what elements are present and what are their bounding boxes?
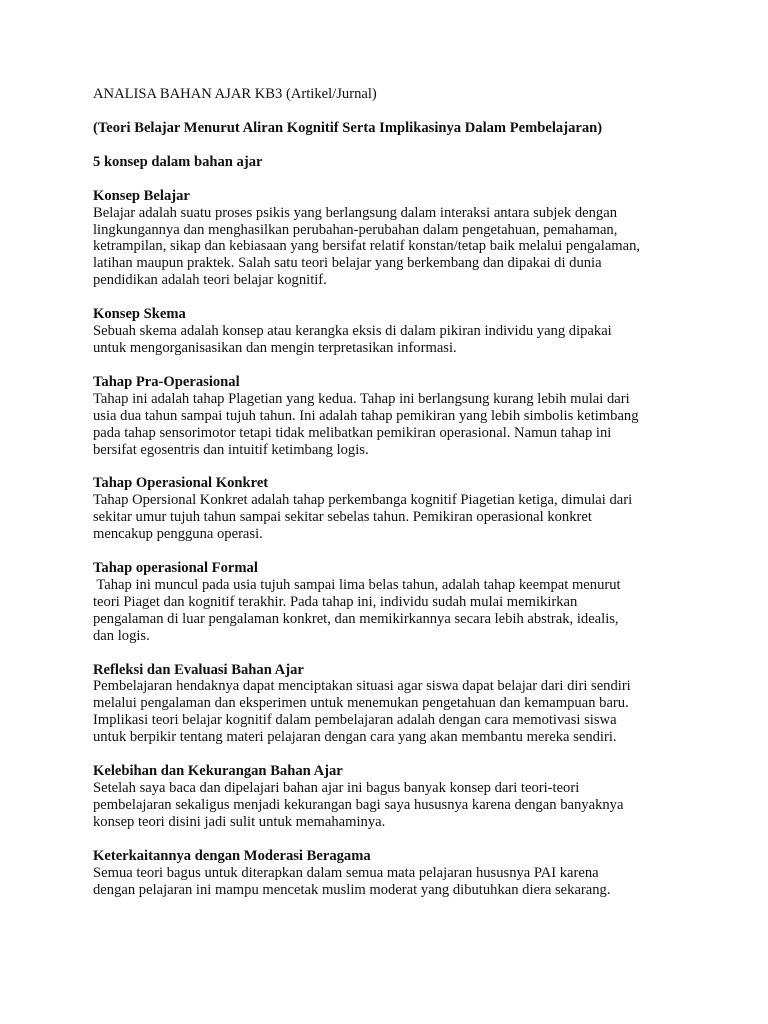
section-text-line: untuk mengorganisasikan dan mengin terpretasikan informasi. (93, 339, 457, 356)
document-section (93, 763, 693, 831)
section-text-line: latihan maupun praktek. Salah satu teori belajar yang berkembang dan dipakai di dunia (93, 255, 602, 272)
document-section (93, 188, 693, 289)
document-section (93, 560, 693, 645)
section-text-line: Sebuah skema adalah konsep atau kerangka eksis di dalam pikiran individu yang dipakai (93, 323, 612, 340)
document-page (93, 86, 693, 898)
section-text-line: pada tahap sensorimotor tetapi tidak melibatkan pemikiran operasional. Namun tahap ini (93, 424, 612, 441)
section-heading: Keterkaitannya dengan Moderasi Beragama (93, 847, 371, 864)
document-subtitle: (Teori Belajar Menurut Aliran Kognitif Serta Implikasinya Dalam Pembelajaran) (93, 119, 603, 136)
section-text-line: Setelah saya baca dan dipelajari bahan ajar ini bagus banyak konsep dari teori-teori (93, 780, 580, 796)
section-text-line: ketrampilan, sikap dan kebiasaan yang bersifat relatif konstan/tetap baik melalui pengalaman, (93, 238, 641, 255)
document-title: ANALISA BAHAN AJAR KB3 (Artikel/Jurnal) (93, 86, 377, 102)
section-text-line: pendidikan adalah teori belajar kognitif. (93, 272, 327, 289)
document-intro: 5 konsep dalam bahan ajar (93, 153, 263, 170)
document-section (93, 848, 693, 899)
section-text-line: Tahap Opersional Konkret adalah tahap perkembanga kognitif Piagetian ketiga, dimulai dari (93, 492, 633, 509)
document-section (93, 475, 693, 543)
section-text-line: sekitar umur tujuh tahun sampai sekitar sebelas tahun. Pemikiran operasional konkret (93, 509, 592, 526)
section-text-line: Implikasi teori belajar kognitif dalam pembelajaran adalah dengan cara memotivasi siswa (93, 712, 617, 729)
section-text-line: Pembelajaran hendaknya dapat menciptakan situasi agar siswa dapat belajar dari diri sendiri (93, 678, 631, 695)
section-text-line: lingkungannya dan menghasilkan perubahan-perubahan dalam pengetahuan, pemahaman, (93, 221, 618, 238)
section-text-line: Semua teori bagus untuk diterapkan dalam semua mata pelajaran hususnya PAI karena (93, 864, 599, 881)
section-text-line: mencakup pengguna operasi. (93, 526, 263, 543)
section-heading: Tahap operasional Formal (93, 560, 258, 577)
section-text-line: untuk berpikir tentang materi pelajaran dengan cara yang akan membantu mereka sendiri. (93, 729, 617, 746)
section-heading: Tahap Operasional Konkret (93, 475, 269, 492)
section-text-line: dengan pelajaran ini mampu mencetak muslim moderat yang dibutuhkan diera sekarang. (93, 881, 611, 898)
document-section (93, 662, 693, 747)
document-section (93, 374, 693, 459)
document-section (93, 306, 693, 357)
section-heading: Kelebihan dan Kekurangan Bahan Ajar (93, 763, 343, 780)
section-text-line: usia dua tahun sampai tujuh tahun. Ini adalah tahap pemikiran yang lebih simbolis ketimbang (93, 407, 639, 424)
section-text-line: melalui pengalaman dan eksperimen untuk menemukan pengetahuan dan kemampuan baru. (93, 695, 629, 712)
section-heading: Konsep Skema (93, 306, 186, 323)
section-text-line: Tahap ini adalah tahap Plagetian yang kedua. Tahap ini berlangsung kurang lebih mulai dari (93, 390, 630, 407)
section-text-line: teori Piaget dan kognitif terakhir. Pada tahap ini, individu sudah mulai memikirkan (93, 593, 578, 610)
section-text-line: pengalaman di luar pengalaman konkret, dan memikirkannya secara lebih abstrak, idealis, (93, 610, 619, 627)
section-text-line: konsep teori disini jadi sulit untuk memahaminya. (93, 813, 386, 830)
section-text-line: dan logis. (93, 627, 150, 644)
section-text-line: bersifat egosentris dan intuitif ketimbang logis. (93, 441, 369, 458)
section-text-line: Tahap ini muncul pada usia tujuh sampai lima belas tahun, adalah tahap keempat menurut (93, 576, 621, 593)
section-heading: Konsep Belajar (93, 187, 190, 204)
section-text-line: pembelajaran sekaligus menjadi kekurangan bagi saya hususnya karena dengan banyaknya (93, 796, 624, 813)
section-heading: Tahap Pra-Operasional (93, 373, 240, 390)
section-text-line: Belajar adalah suatu proses psikis yang berlangsung dalam interaksi antara subjek dengan (93, 204, 617, 221)
section-heading: Refleksi dan Evaluasi Bahan Ajar (93, 661, 304, 678)
sections-container (93, 188, 693, 899)
